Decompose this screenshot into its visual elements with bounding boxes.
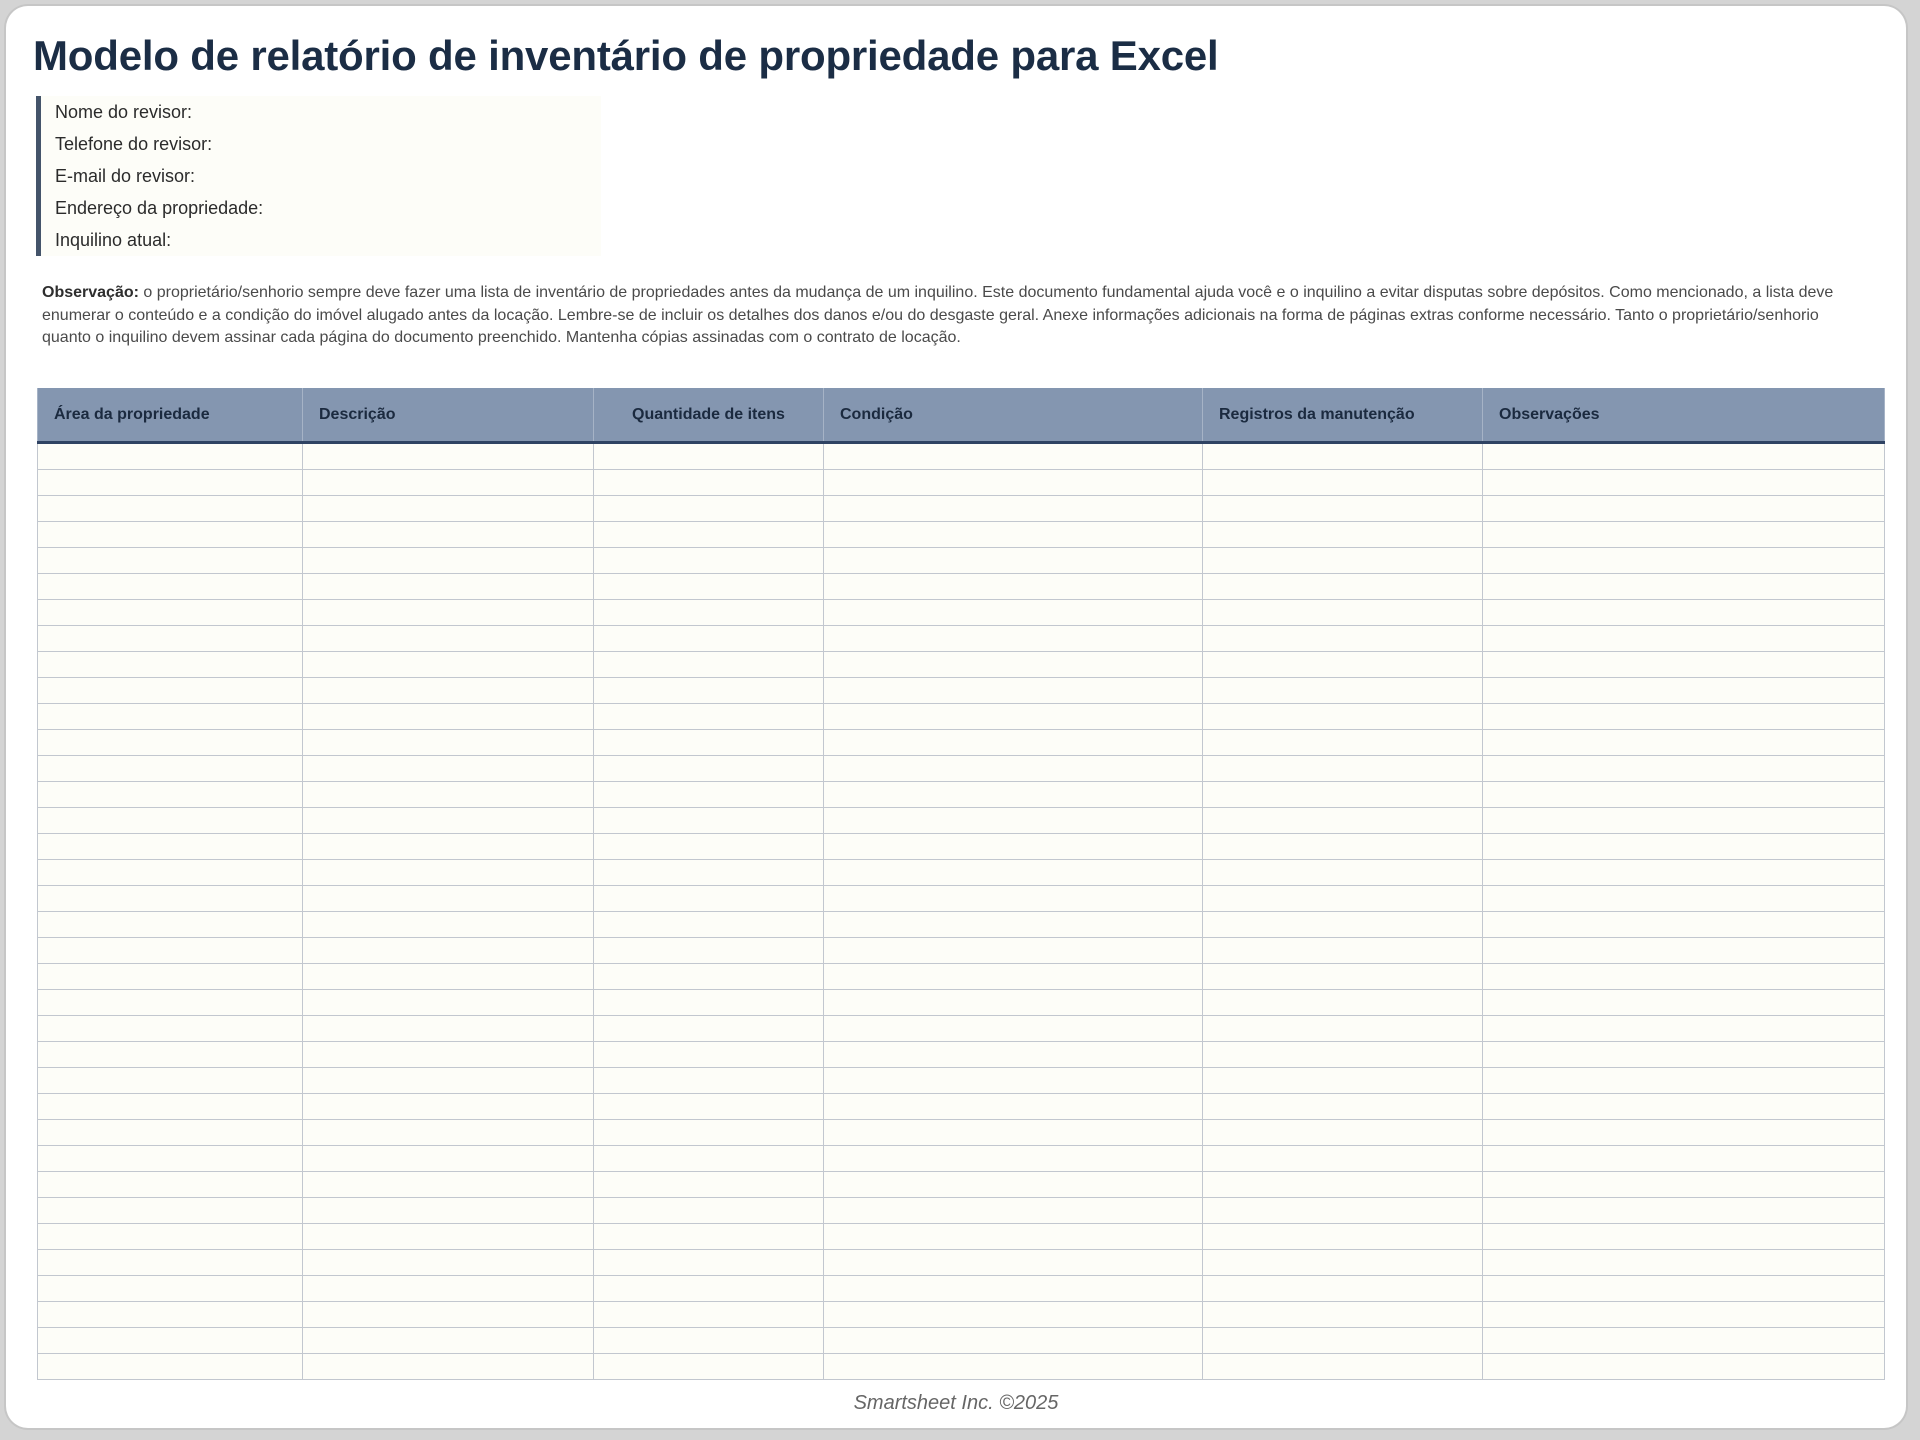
table-cell-maintenance-records[interactable] <box>1203 1094 1483 1120</box>
table-cell-observations[interactable] <box>1483 443 1885 470</box>
table-cell-condition[interactable] <box>824 1068 1203 1094</box>
table-cell-condition[interactable] <box>824 964 1203 990</box>
table-cell-property-area[interactable] <box>38 522 303 548</box>
table-cell-description[interactable] <box>303 1224 594 1250</box>
table-row <box>38 522 1885 548</box>
table-cell-item-quantity[interactable] <box>594 1354 824 1380</box>
inventory-table <box>37 388 1885 1380</box>
table-cell-description[interactable] <box>303 1354 594 1380</box>
table-cell-condition[interactable] <box>824 600 1203 626</box>
copyright-footer: Smartsheet Inc. ©2025 <box>853 1392 1059 1414</box>
table-cell-condition[interactable] <box>824 1250 1203 1276</box>
table-row <box>38 1016 1885 1042</box>
table-row <box>38 548 1885 574</box>
table-cell-condition[interactable] <box>824 938 1203 964</box>
table-row <box>38 443 1885 470</box>
table-row <box>38 808 1885 834</box>
table-cell-property-area[interactable] <box>38 1328 303 1354</box>
table-row <box>38 912 1885 938</box>
table-cell-description[interactable] <box>303 443 594 470</box>
table-cell-description[interactable] <box>303 1328 594 1354</box>
table-cell-description[interactable] <box>303 600 594 626</box>
table-cell-property-area[interactable] <box>38 1250 303 1276</box>
table-cell-observations[interactable] <box>1483 938 1885 964</box>
table-cell-condition[interactable] <box>824 1120 1203 1146</box>
property-address-label: Endereço da propriedade: <box>55 198 264 218</box>
column-header-description: Descrição <box>303 388 594 443</box>
table-cell-condition[interactable] <box>824 730 1203 756</box>
column-header-maintenance-records: Registros da manutenção <box>1203 388 1483 443</box>
table-cell-maintenance-records[interactable] <box>1203 990 1483 1016</box>
column-header-condition: Condição <box>824 388 1203 443</box>
table-cell-maintenance-records[interactable] <box>1203 834 1483 860</box>
table-cell-property-area[interactable] <box>38 652 303 678</box>
table-cell-maintenance-records[interactable] <box>1203 1328 1483 1354</box>
table-cell-item-quantity[interactable] <box>594 1198 824 1224</box>
table-cell-item-quantity[interactable] <box>594 860 824 886</box>
table-cell-property-area[interactable] <box>38 860 303 886</box>
table-row <box>38 1094 1885 1120</box>
table-cell-property-area[interactable] <box>38 443 303 470</box>
table-cell-condition[interactable] <box>824 652 1203 678</box>
table-cell-item-quantity[interactable] <box>594 1224 824 1250</box>
table-cell-property-area[interactable] <box>38 938 303 964</box>
column-header-property-area: Área da propriedade <box>38 388 303 443</box>
table-row <box>38 678 1885 704</box>
table-cell-maintenance-records[interactable] <box>1203 964 1483 990</box>
table-row <box>38 990 1885 1016</box>
table-cell-condition[interactable] <box>824 860 1203 886</box>
table-cell-maintenance-records[interactable] <box>1203 782 1483 808</box>
table-cell-condition[interactable] <box>824 912 1203 938</box>
table-cell-condition[interactable] <box>824 548 1203 574</box>
document-page <box>6 6 1906 1428</box>
table-body <box>38 443 1885 1380</box>
table-cell-observations[interactable] <box>1483 1068 1885 1094</box>
table-cell-condition[interactable] <box>824 1328 1203 1354</box>
table-cell-property-area[interactable] <box>38 756 303 782</box>
table-cell-item-quantity[interactable] <box>594 808 824 834</box>
table-cell-condition[interactable] <box>824 1172 1203 1198</box>
table-cell-observations[interactable] <box>1483 1094 1885 1120</box>
table-cell-item-quantity[interactable] <box>594 574 824 600</box>
table-row <box>38 1276 1885 1302</box>
table-cell-item-quantity[interactable] <box>594 678 824 704</box>
table-cell-maintenance-records[interactable] <box>1203 574 1483 600</box>
table-cell-item-quantity[interactable] <box>594 756 824 782</box>
table-row <box>38 600 1885 626</box>
table-cell-condition[interactable] <box>824 782 1203 808</box>
table-cell-maintenance-records[interactable] <box>1203 470 1483 496</box>
table-cell-maintenance-records[interactable] <box>1203 522 1483 548</box>
table-row <box>38 938 1885 964</box>
column-header-observations: Observações <box>1483 388 1885 443</box>
table-cell-condition[interactable] <box>824 1016 1203 1042</box>
table-cell-observations[interactable] <box>1483 834 1885 860</box>
table-cell-description[interactable] <box>303 704 594 730</box>
table-cell-property-area[interactable] <box>38 496 303 522</box>
table-cell-observations[interactable] <box>1483 860 1885 886</box>
table-cell-condition[interactable] <box>824 756 1203 782</box>
table-cell-item-quantity[interactable] <box>594 1250 824 1276</box>
column-header-item-quantity: Quantidade de itens <box>594 388 824 443</box>
table-cell-observations[interactable] <box>1483 1250 1885 1276</box>
page-title: Modelo de relatório de inventário de propriedade para Excel <box>33 32 1219 79</box>
table-cell-item-quantity[interactable] <box>594 704 824 730</box>
table-cell-property-area[interactable] <box>38 574 303 600</box>
table-cell-condition[interactable] <box>824 678 1203 704</box>
table-cell-property-area[interactable] <box>38 782 303 808</box>
table-cell-description[interactable] <box>303 496 594 522</box>
table-cell-condition[interactable] <box>824 834 1203 860</box>
note-paragraph <box>42 282 1872 350</box>
table-cell-description[interactable] <box>303 470 594 496</box>
table-cell-observations[interactable] <box>1483 496 1885 522</box>
inventory-table-container <box>37 388 1884 1380</box>
table-cell-maintenance-records[interactable] <box>1203 1120 1483 1146</box>
table-cell-observations[interactable] <box>1483 912 1885 938</box>
table-cell-property-area[interactable] <box>38 990 303 1016</box>
table-cell-property-area[interactable] <box>38 1120 303 1146</box>
table-cell-description[interactable] <box>303 522 594 548</box>
table-cell-maintenance-records[interactable] <box>1203 678 1483 704</box>
table-cell-item-quantity[interactable] <box>594 496 824 522</box>
table-cell-maintenance-records[interactable] <box>1203 912 1483 938</box>
table-cell-condition[interactable] <box>824 443 1203 470</box>
table-cell-observations[interactable] <box>1483 548 1885 574</box>
table-cell-maintenance-records[interactable] <box>1203 1198 1483 1224</box>
table-row <box>38 1120 1885 1146</box>
table-cell-observations[interactable] <box>1483 1042 1885 1068</box>
table-cell-observations[interactable] <box>1483 782 1885 808</box>
table-cell-item-quantity[interactable] <box>594 1094 824 1120</box>
table-cell-observations[interactable] <box>1483 600 1885 626</box>
table-row <box>38 1146 1885 1172</box>
table-row <box>38 1198 1885 1224</box>
table-cell-condition[interactable] <box>824 808 1203 834</box>
table-cell-maintenance-records[interactable] <box>1203 1250 1483 1276</box>
table-cell-maintenance-records[interactable] <box>1203 1224 1483 1250</box>
table-cell-property-area[interactable] <box>38 1172 303 1198</box>
table-cell-observations[interactable] <box>1483 522 1885 548</box>
table-cell-description[interactable] <box>303 808 594 834</box>
table-cell-property-area[interactable] <box>38 1198 303 1224</box>
table-cell-observations[interactable] <box>1483 730 1885 756</box>
table-cell-condition[interactable] <box>824 574 1203 600</box>
table-cell-item-quantity[interactable] <box>594 600 824 626</box>
table-cell-description[interactable] <box>303 756 594 782</box>
table-cell-property-area[interactable] <box>38 1354 303 1380</box>
table-cell-maintenance-records[interactable] <box>1203 938 1483 964</box>
table-cell-maintenance-records[interactable] <box>1203 626 1483 652</box>
table-row <box>38 470 1885 496</box>
table-row <box>38 1250 1885 1276</box>
table-cell-maintenance-records[interactable] <box>1203 1068 1483 1094</box>
table-cell-description[interactable] <box>303 1094 594 1120</box>
table-cell-item-quantity[interactable] <box>594 548 824 574</box>
table-row <box>38 704 1885 730</box>
table-row <box>38 496 1885 522</box>
table-cell-description[interactable] <box>303 574 594 600</box>
table-cell-property-area[interactable] <box>38 1224 303 1250</box>
table-row <box>38 1042 1885 1068</box>
table-cell-description[interactable] <box>303 1042 594 1068</box>
table-cell-observations[interactable] <box>1483 704 1885 730</box>
table-cell-item-quantity[interactable] <box>594 834 824 860</box>
table-cell-property-area[interactable] <box>38 886 303 912</box>
table-cell-description[interactable] <box>303 886 594 912</box>
table-cell-maintenance-records[interactable] <box>1203 1016 1483 1042</box>
table-cell-condition[interactable] <box>824 626 1203 652</box>
table-cell-description[interactable] <box>303 782 594 808</box>
table-cell-item-quantity[interactable] <box>594 522 824 548</box>
table-cell-condition[interactable] <box>824 886 1203 912</box>
table-cell-condition[interactable] <box>824 496 1203 522</box>
table-cell-maintenance-records[interactable] <box>1203 808 1483 834</box>
table-cell-condition[interactable] <box>824 1302 1203 1328</box>
table-row <box>38 782 1885 808</box>
table-cell-maintenance-records[interactable] <box>1203 886 1483 912</box>
table-cell-item-quantity[interactable] <box>594 1302 824 1328</box>
table-cell-item-quantity[interactable] <box>594 990 824 1016</box>
table-cell-observations[interactable] <box>1483 1146 1885 1172</box>
table-cell-description[interactable] <box>303 1146 594 1172</box>
table-cell-property-area[interactable] <box>38 1276 303 1302</box>
table-row <box>38 1068 1885 1094</box>
table-cell-item-quantity[interactable] <box>594 912 824 938</box>
table-cell-property-area[interactable] <box>38 470 303 496</box>
table-cell-observations[interactable] <box>1483 574 1885 600</box>
table-cell-property-area[interactable] <box>38 1146 303 1172</box>
table-cell-observations[interactable] <box>1483 756 1885 782</box>
table-row <box>38 652 1885 678</box>
table-cell-description[interactable] <box>303 990 594 1016</box>
table-cell-item-quantity[interactable] <box>594 938 824 964</box>
table-cell-maintenance-records[interactable] <box>1203 1042 1483 1068</box>
table-cell-maintenance-records[interactable] <box>1203 756 1483 782</box>
table-cell-condition[interactable] <box>824 1146 1203 1172</box>
table-row <box>38 1354 1885 1380</box>
table-cell-description[interactable] <box>303 652 594 678</box>
table-cell-description[interactable] <box>303 1016 594 1042</box>
table-cell-property-area[interactable] <box>38 1094 303 1120</box>
table-cell-condition[interactable] <box>824 1094 1203 1120</box>
table-cell-observations[interactable] <box>1483 470 1885 496</box>
table-cell-item-quantity[interactable] <box>594 1328 824 1354</box>
table-row <box>38 964 1885 990</box>
table-cell-item-quantity[interactable] <box>594 1042 824 1068</box>
reviewer-phone-label: Telefone do revisor: <box>55 134 213 154</box>
table-row <box>38 574 1885 600</box>
table-cell-description[interactable] <box>303 548 594 574</box>
table-cell-item-quantity[interactable] <box>594 886 824 912</box>
table-cell-item-quantity[interactable] <box>594 782 824 808</box>
table-cell-item-quantity[interactable] <box>594 470 824 496</box>
table-row <box>38 1328 1885 1354</box>
table-cell-item-quantity[interactable] <box>594 1120 824 1146</box>
note-label: Observação: <box>42 284 139 301</box>
table-cell-maintenance-records[interactable] <box>1203 1146 1483 1172</box>
table-cell-observations[interactable] <box>1483 1172 1885 1198</box>
note-text: o proprietário/senhorio sempre deve fazer uma lista de inventário de propriedades antes da mudança de um inquilino. Este documento fundamental ajuda você e o inquilino a evitar disputas sobre depósitos. Como mencionado, a lista deve enumerar o conteúdo e a condição do imóvel alugado antes da locação. Lembre-se de incluir os detalhes dos danos e/ou do desgaste geral. Anexe informações adicionais na forma de páginas extras conforme necessário. Tanto o proprietário/senhorio quanto o inquilino devem assinar cada página do documento preenchido. Mantenha cópias assinadas com o contrato de locação. <box>42 284 1834 346</box>
reviewer-name-label: Nome do revisor: <box>55 102 193 122</box>
table-cell-condition[interactable] <box>824 1276 1203 1302</box>
table-cell-condition[interactable] <box>824 990 1203 1016</box>
table-cell-observations[interactable] <box>1483 626 1885 652</box>
table-cell-observations[interactable] <box>1483 1198 1885 1224</box>
table-cell-condition[interactable] <box>824 1224 1203 1250</box>
table-cell-observations[interactable] <box>1483 1224 1885 1250</box>
table-cell-maintenance-records[interactable] <box>1203 1276 1483 1302</box>
table-cell-description[interactable] <box>303 1302 594 1328</box>
table-cell-observations[interactable] <box>1483 964 1885 990</box>
table-cell-property-area[interactable] <box>38 964 303 990</box>
table-row <box>38 1302 1885 1328</box>
table-cell-observations[interactable] <box>1483 808 1885 834</box>
table-cell-item-quantity[interactable] <box>594 652 824 678</box>
table-cell-condition[interactable] <box>824 522 1203 548</box>
table-cell-maintenance-records[interactable] <box>1203 548 1483 574</box>
table-cell-condition[interactable] <box>824 1198 1203 1224</box>
table-cell-observations[interactable] <box>1483 652 1885 678</box>
table-cell-item-quantity[interactable] <box>594 443 824 470</box>
table-cell-description[interactable] <box>303 1120 594 1146</box>
table-cell-observations[interactable] <box>1483 678 1885 704</box>
table-row <box>38 1224 1885 1250</box>
table-cell-item-quantity[interactable] <box>594 730 824 756</box>
table-cell-observations[interactable] <box>1483 1354 1885 1380</box>
table-cell-property-area[interactable] <box>38 678 303 704</box>
table-cell-property-area[interactable] <box>38 548 303 574</box>
table-cell-item-quantity[interactable] <box>594 1016 824 1042</box>
table-header-row <box>38 388 1885 443</box>
table-cell-maintenance-records[interactable] <box>1203 1172 1483 1198</box>
table-cell-observations[interactable] <box>1483 1016 1885 1042</box>
table-cell-description[interactable] <box>303 860 594 886</box>
table-cell-item-quantity[interactable] <box>594 1068 824 1094</box>
table-cell-maintenance-records[interactable] <box>1203 860 1483 886</box>
table-cell-property-area[interactable] <box>38 1016 303 1042</box>
table-cell-description[interactable] <box>303 912 594 938</box>
table-cell-item-quantity[interactable] <box>594 1172 824 1198</box>
table-cell-description[interactable] <box>303 678 594 704</box>
table-cell-maintenance-records[interactable] <box>1203 652 1483 678</box>
table-cell-property-area[interactable] <box>38 912 303 938</box>
table-cell-observations[interactable] <box>1483 1302 1885 1328</box>
table-cell-description[interactable] <box>303 1068 594 1094</box>
table-cell-property-area[interactable] <box>38 704 303 730</box>
table-cell-property-area[interactable] <box>38 600 303 626</box>
table-cell-property-area[interactable] <box>38 626 303 652</box>
table-row <box>38 860 1885 886</box>
current-tenant-label: Inquilino atual: <box>55 230 172 250</box>
table-cell-description[interactable] <box>303 626 594 652</box>
table-cell-observations[interactable] <box>1483 886 1885 912</box>
table-cell-item-quantity[interactable] <box>594 1146 824 1172</box>
table-cell-maintenance-records[interactable] <box>1203 730 1483 756</box>
table-cell-property-area[interactable] <box>38 1042 303 1068</box>
table-cell-description[interactable] <box>303 964 594 990</box>
table-row <box>38 1172 1885 1198</box>
table-cell-item-quantity[interactable] <box>594 964 824 990</box>
table-row <box>38 626 1885 652</box>
reviewer-email-label: E-mail do revisor: <box>55 166 196 186</box>
table-cell-condition[interactable] <box>824 470 1203 496</box>
table-cell-description[interactable] <box>303 1276 594 1302</box>
table-cell-description[interactable] <box>303 834 594 860</box>
table-cell-maintenance-records[interactable] <box>1203 496 1483 522</box>
table-cell-condition[interactable] <box>824 1042 1203 1068</box>
table-row <box>38 834 1885 860</box>
table-cell-property-area[interactable] <box>38 834 303 860</box>
table-cell-observations[interactable] <box>1483 1328 1885 1354</box>
table-cell-item-quantity[interactable] <box>594 1276 824 1302</box>
table-cell-description[interactable] <box>303 1198 594 1224</box>
table-row <box>38 756 1885 782</box>
table-cell-property-area[interactable] <box>38 1302 303 1328</box>
table-row <box>38 730 1885 756</box>
table-cell-property-area[interactable] <box>38 808 303 834</box>
table-cell-item-quantity[interactable] <box>594 626 824 652</box>
table-row <box>38 886 1885 912</box>
table-cell-observations[interactable] <box>1483 1120 1885 1146</box>
table-cell-condition[interactable] <box>824 704 1203 730</box>
table-cell-maintenance-records[interactable] <box>1203 600 1483 626</box>
table-cell-description[interactable] <box>303 730 594 756</box>
table-cell-maintenance-records[interactable] <box>1203 1302 1483 1328</box>
table-cell-description[interactable] <box>303 1250 594 1276</box>
table-cell-observations[interactable] <box>1483 990 1885 1016</box>
table-cell-description[interactable] <box>303 1172 594 1198</box>
table-cell-property-area[interactable] <box>38 730 303 756</box>
table-cell-maintenance-records[interactable] <box>1203 704 1483 730</box>
table-cell-condition[interactable] <box>824 1354 1203 1380</box>
table-cell-maintenance-records[interactable] <box>1203 1354 1483 1380</box>
table-cell-description[interactable] <box>303 938 594 964</box>
reviewer-info-block <box>36 96 601 256</box>
table-cell-observations[interactable] <box>1483 1276 1885 1302</box>
table-cell-property-area[interactable] <box>38 1068 303 1094</box>
table-cell-maintenance-records[interactable] <box>1203 443 1483 470</box>
